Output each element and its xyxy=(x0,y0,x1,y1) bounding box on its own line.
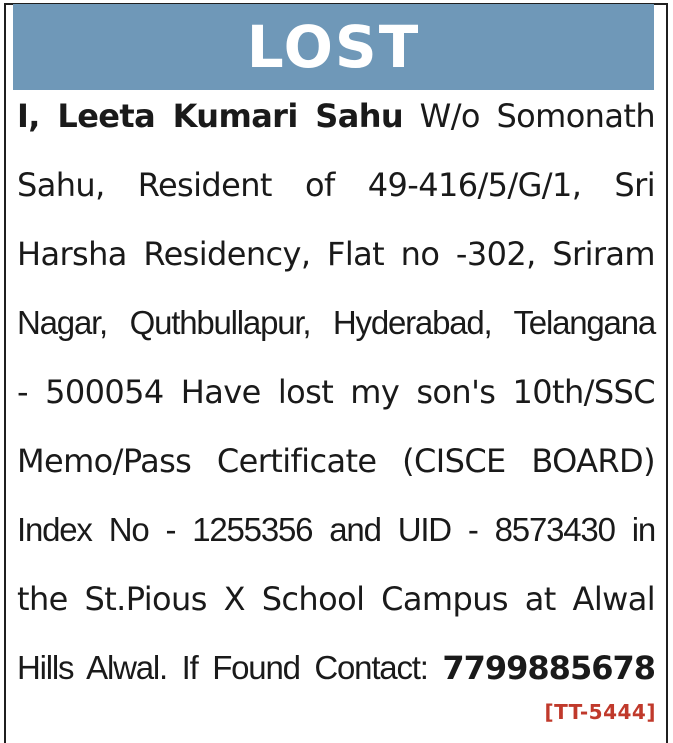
notice-title: LOST xyxy=(246,13,421,81)
notice-line-8: the St.Pious X School Campus at Alwal xyxy=(17,580,655,618)
notice-body xyxy=(17,88,655,709)
notice-line-3: Harsha Residency, Flat no -302, Sriram xyxy=(17,235,655,273)
notice-line-9 xyxy=(17,640,655,709)
reference-code: [TT-5444] xyxy=(544,700,656,724)
notice-line-1 xyxy=(17,88,655,157)
notice-line-7: Index No - 1255356 and UID - 8573430 in xyxy=(17,511,655,548)
advertiser-name: I, Leeta Kumari Sahu xyxy=(17,97,404,135)
notice-line-6: Memo/Pass Certificate (CISCE BOARD) xyxy=(17,442,655,480)
notice-line-1-rest: W/o Somonath xyxy=(403,97,655,135)
notice-line-5: - 500054 Have lost my son's 10th/SSC xyxy=(17,373,655,411)
contact-label: Hills Alwal. If Found Contact: xyxy=(17,649,443,686)
notice-line-4: Nagar, Quthbullapur, Hyderabad, Telangana xyxy=(17,304,655,341)
notice-header xyxy=(13,4,654,90)
notice-line-2: Sahu, Resident of 49-416/5/G/1, Sri xyxy=(17,166,655,204)
contact-phone: 7799885678 xyxy=(442,649,655,687)
